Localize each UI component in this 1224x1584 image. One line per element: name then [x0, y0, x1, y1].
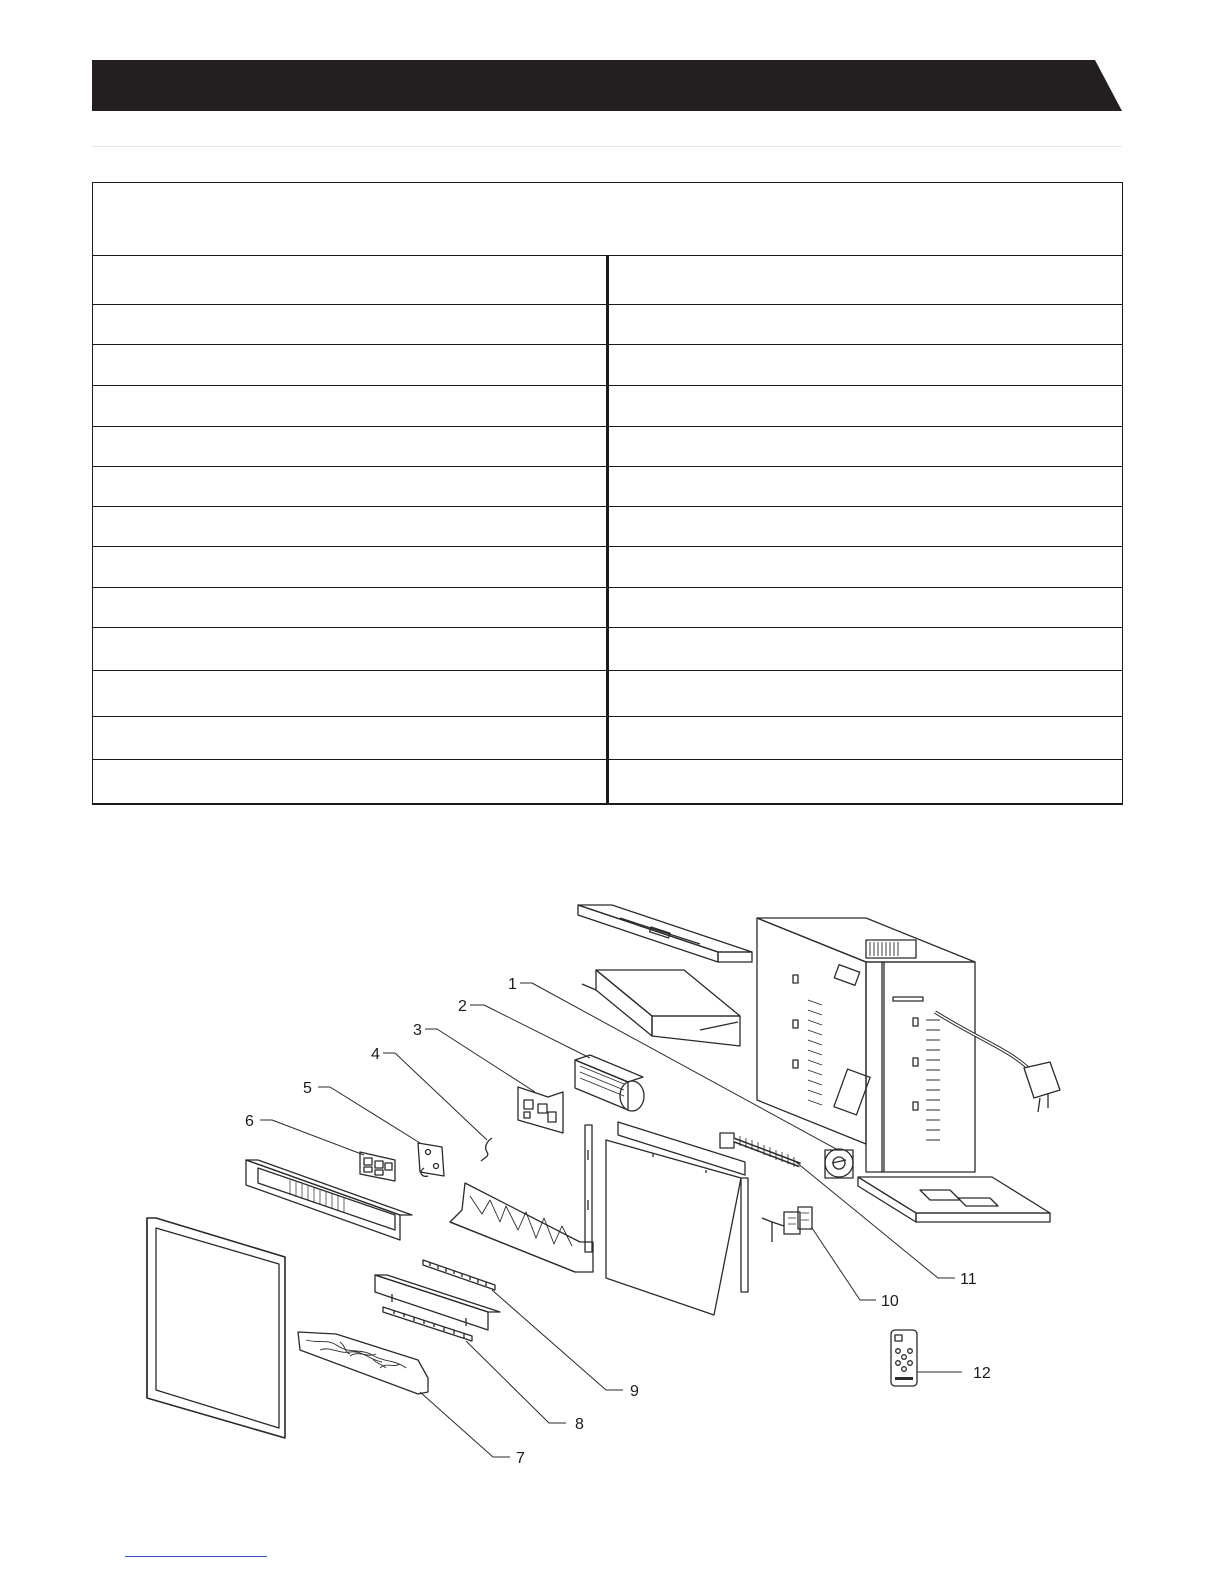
base-plate-part [858, 1177, 1050, 1222]
part-name-cell [608, 467, 1123, 507]
control-board-part [518, 1087, 563, 1133]
part-name-cell [608, 760, 1123, 804]
table-row [93, 386, 1123, 427]
table-row [93, 760, 1123, 804]
exploded-parts-diagram [0, 880, 1224, 1500]
mounting-rail-part [375, 1275, 500, 1330]
top-panel-part [578, 905, 752, 962]
part-number-cell [93, 507, 608, 547]
part-number-cell [93, 760, 608, 804]
table-row [93, 345, 1123, 386]
part-name-cell [608, 256, 1123, 305]
heater-part [575, 1055, 644, 1111]
power-cord-part [935, 1012, 1060, 1112]
parts-list-table [92, 182, 1123, 805]
remote-control-part [891, 1330, 917, 1386]
callout-10: 10 [881, 1293, 899, 1310]
part-number-cell [93, 717, 608, 760]
callout-4: 4 [371, 1046, 380, 1063]
part-number-cell [93, 671, 608, 717]
fan-motor-part [825, 1149, 853, 1178]
side-rail-part [585, 1125, 592, 1252]
callout-5: 5 [303, 1080, 312, 1097]
table-row [93, 305, 1123, 345]
footer-underline [125, 1556, 267, 1557]
glass-frame-part [147, 1218, 285, 1438]
part-number-cell [93, 628, 608, 671]
part-name-cell [608, 427, 1123, 467]
part-number-cell [93, 256, 608, 305]
table-header-row [93, 183, 1123, 256]
part-name-cell [608, 628, 1123, 671]
callout-6: 6 [245, 1113, 254, 1130]
part-number-cell [93, 305, 608, 345]
part-name-cell [608, 671, 1123, 717]
part-number-cell [93, 427, 608, 467]
led-strip-part [383, 1307, 472, 1341]
wire-part [481, 1138, 492, 1161]
table-row [93, 671, 1123, 717]
part-number-cell [93, 547, 608, 588]
part-number-cell [93, 345, 608, 386]
header-banner [0, 0, 1224, 120]
housing-box-part [757, 918, 975, 1172]
part-name-cell [608, 588, 1123, 628]
divider [92, 146, 1122, 147]
part-name-cell [608, 386, 1123, 427]
heating-element-part [720, 1133, 800, 1167]
callout-11: 11 [960, 1271, 977, 1288]
callout-1: 1 [508, 976, 517, 993]
callout-7: 7 [516, 1450, 525, 1467]
part-name-cell [608, 305, 1123, 345]
callout-3: 3 [413, 1022, 422, 1039]
callout-2: 2 [458, 998, 467, 1015]
log-bed-part [298, 1332, 428, 1394]
part-name-cell [608, 717, 1123, 760]
led-bar-part [423, 1260, 495, 1290]
table-row [93, 717, 1123, 760]
screen-panel-part [606, 1122, 748, 1315]
callout-12: 12 [973, 1365, 991, 1382]
callout-9: 9 [630, 1383, 639, 1400]
part-name-cell [608, 547, 1123, 588]
duct-bracket-part [582, 970, 740, 1046]
mounting-bracket-part [762, 1207, 812, 1242]
part-name-cell [608, 507, 1123, 547]
table-row [93, 427, 1123, 467]
table-row [93, 588, 1123, 628]
table-row [93, 507, 1123, 547]
small-board-part [418, 1143, 444, 1176]
part-number-cell [93, 588, 608, 628]
part-number-cell [93, 386, 608, 427]
table-row [93, 467, 1123, 507]
switch-panel-part [360, 1152, 395, 1181]
callout-8: 8 [575, 1416, 584, 1433]
flame-reflector-part [450, 1183, 593, 1272]
table-header-cell [93, 183, 1123, 256]
table-row [93, 628, 1123, 671]
table-row [93, 256, 1123, 305]
part-name-cell [608, 345, 1123, 386]
part-number-cell [93, 467, 608, 507]
table-row [93, 547, 1123, 588]
